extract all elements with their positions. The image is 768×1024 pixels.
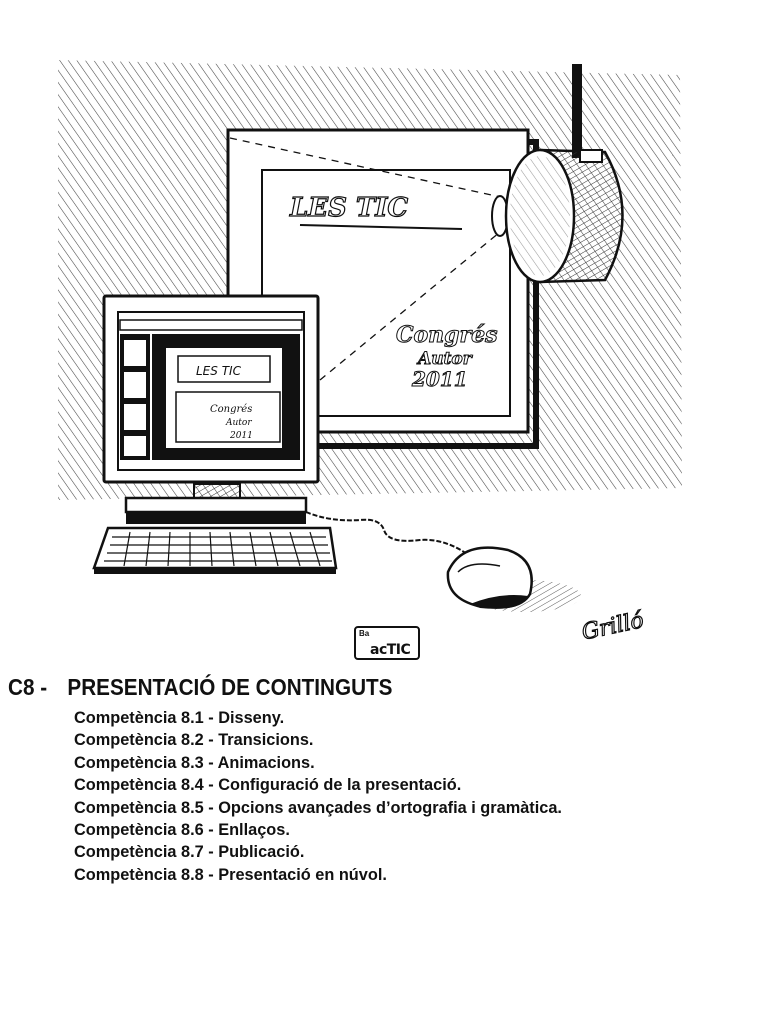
monitor-subtitle-3: 2011 xyxy=(230,431,253,441)
monitor-subtitle-2: Autor xyxy=(226,418,252,428)
competence-item: Competència 8.1 - Disseny. xyxy=(74,708,285,727)
competence-item: Competència 8.8 - Presentació en núvol. xyxy=(74,864,387,884)
logo-brand-text: acTIC xyxy=(370,642,411,658)
screen-title: LES TIC xyxy=(290,193,409,223)
competence-item: Competència 8.2 - Transicions. xyxy=(74,730,314,750)
actic-logo xyxy=(354,626,420,660)
competence-item: Competència 8.6 - Enllaços. xyxy=(74,820,290,840)
keyboard xyxy=(94,528,336,574)
artist-signature: Grilló xyxy=(579,608,646,646)
screen-subtitle-2: Autor xyxy=(418,349,472,369)
monitor-title: LES TIC xyxy=(196,364,241,378)
mouse xyxy=(448,548,581,612)
section-title: PRESENTACIÓ DE CONTINGUTS xyxy=(67,674,393,700)
section-heading xyxy=(8,674,392,701)
competence-item: Competència 8.4 - Configuració de la presentació. xyxy=(74,775,462,795)
screen-subtitle-3: 2011 xyxy=(412,367,468,391)
screen-subtitle-1: Congrés xyxy=(396,322,498,348)
logo-mini-text: Ba xyxy=(359,629,370,638)
competence-item: Competència 8.5 - Opcions avançades d’ortografia i gramàtica. xyxy=(74,797,562,817)
monitor-subtitle-1: Congrés xyxy=(210,404,253,415)
competence-item: Competència 8.7 - Publicació. xyxy=(74,842,305,862)
section-code: C8 - xyxy=(8,674,48,700)
competence-list xyxy=(74,707,582,886)
competence-item: Competència 8.3 - Animacions. xyxy=(74,752,315,772)
